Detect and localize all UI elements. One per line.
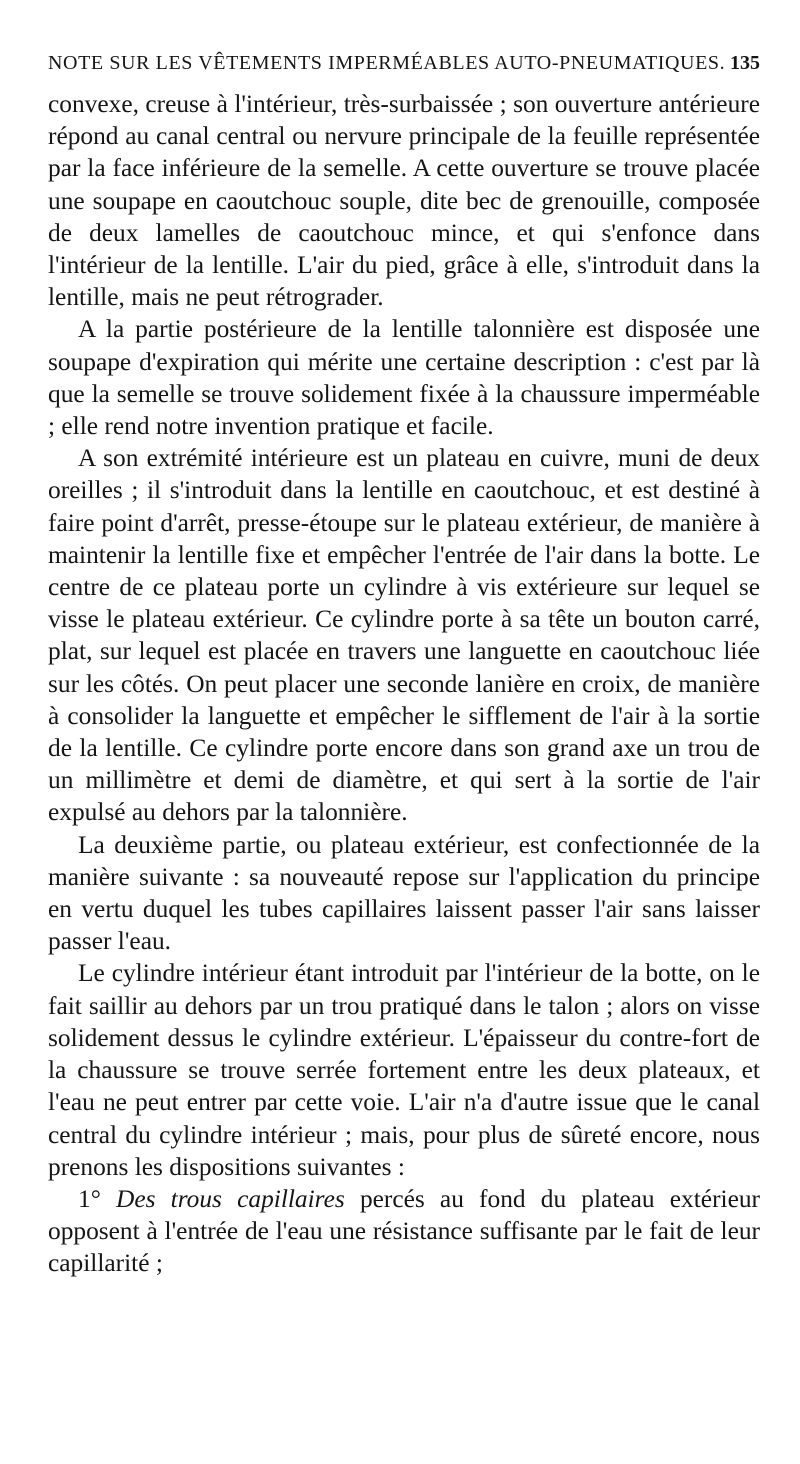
book-page	[48, 52, 760, 1452]
list-item-italic-term: Des trous capillaires	[116, 1184, 345, 1213]
running-title: NOTE SUR LES VÊTEMENTS IMPERMÉABLES AUTO-PNEUMATIQUES.	[48, 52, 726, 74]
paragraph-5: Le cylindre intérieur étant introduit par l'intérieur de la botte, on le fait saillir au dehors par un trou pratiqué dans le talon ; alors on visse solidement dessus le cylindre extérieur. L'épaisseur du contre-fort de la chaussure se trouve serrée fortement entre les deux plateaux, et l'eau ne peut entrer par cette voie. L'air n'a d'autre issue que le canal central du cylindre intérieur ; mais, pour plus de sûreté encore, nous prenons les dispositions suivantes :	[48, 959, 760, 1181]
page-number: 135	[730, 52, 760, 74]
list-item-1	[48, 1183, 760, 1280]
paragraph-1: convexe, creuse à l'intérieur, très-surbaissée ; son ouverture antérieure répond au canal central ou nervure principale de la feuille représentée par la face inférieure de la semelle. A cette ouverture se trouve placée une soupape en caoutchouc souple, dite bec de grenouille, composée de deux lamelles de caoutchouc mince, et qui s'enfonce dans l'intérieur de la lentille. L'air du pied, grâce à elle, s'introduit dans la lentille, mais ne peut rétrograder.	[48, 90, 760, 312]
paragraph-4: La deuxième partie, ou plateau extérieur, est confectionnée de la manière suivante : sa nouveauté repose sur l'application du principe en vertu duquel les tubes capillaires laissent passer l'air sans laisser passer l'eau.	[48, 830, 760, 956]
list-item-number: 1°	[78, 1184, 101, 1213]
body-text	[48, 88, 760, 1280]
paragraph-3: A son extrémité intérieure est un plateau en cuivre, muni de deux oreilles ; il s'introduit dans la lentille en caoutchouc, et est destiné à faire point d'arrêt, presse-étoupe sur le plateau extérieur, de manière à maintenir la lentille fixe et empêcher l'entrée de l'air dans la botte. Le centre de ce plateau porte un cylindre à vis extérieure sur lequel se visse le plateau extérieur. Ce cylindre porte à sa tête un bouton carré, plat, sur lequel est placée en travers une languette en caoutchouc liée sur les côtés. On peut placer une seconde lanière en croix, de manière à consolider la languette et empêcher le sifflement de l'air à la sortie de la lentille. Ce cylindre porte encore dans son grand axe un trou de un millimètre et demi de diamètre, et qui sert à la sortie de l'air expulsé au dehors par la talonnière.	[48, 444, 760, 827]
paragraph-2: A la partie postérieure de la lentille talonnière est disposée une soupape d'expiration qui mérite une certaine description : c'est par là que la semelle se trouve solidement fixée à la chaussure imperméable ; elle rend notre invention pratique et facile.	[48, 315, 760, 441]
list-item-text: percés au fond du plateau extérieur opposent à l'entrée de l'eau une résistance suffisante par le fait de leur capillarité ;	[48, 1184, 760, 1278]
running-header	[48, 52, 760, 88]
